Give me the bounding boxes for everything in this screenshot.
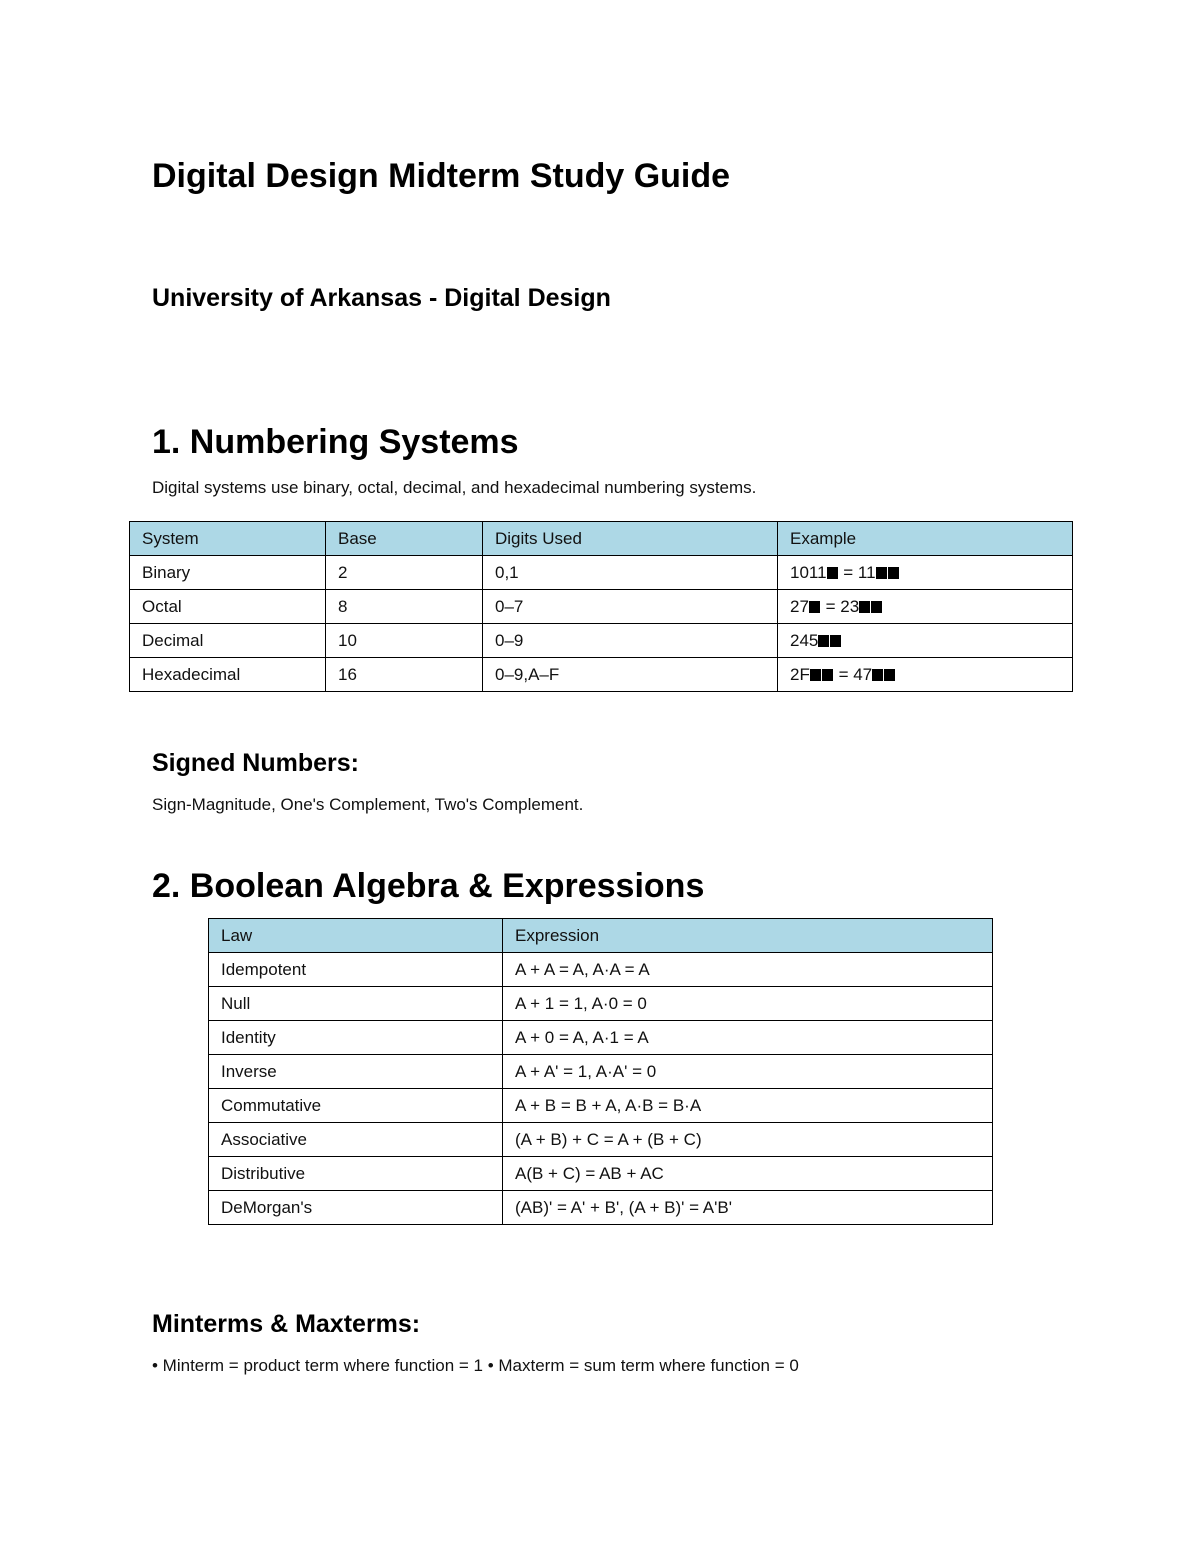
system-cell: Decimal [130,624,326,658]
example-text: 2F [790,664,810,684]
missing-glyph-block [810,669,821,681]
table-row [209,987,993,1021]
base-cell: 2 [326,556,483,590]
table-row [209,1157,993,1191]
table-row [130,590,1073,624]
table-row [209,953,993,987]
table-header-row [209,919,993,953]
page-subtitle: University of Arkansas - Digital Design [152,284,611,312]
table-row [209,1055,993,1089]
expression-cell: (AB)' = A' + B', (A + B)' = A'B' [503,1191,993,1225]
digits-cell: 0–7 [483,590,778,624]
law-cell: Commutative [209,1089,503,1123]
table-row [209,1021,993,1055]
law-cell: Null [209,987,503,1021]
law-cell: Inverse [209,1055,503,1089]
digits-cell: 0–9 [483,624,778,658]
section-heading-boolean-algebra: 2. Boolean Algebra & Expressions [152,867,705,905]
table-header-row [130,522,1073,556]
law-cell: Distributive [209,1157,503,1191]
minterms-maxterms-text: • Minterm = product term where function = 1 • Maxterm = sum term where function = 0 [152,1356,799,1375]
section-heading-numbering-systems: 1. Numbering Systems [152,423,519,461]
table-row [130,658,1073,692]
signed-numbers-heading: Signed Numbers: [152,749,359,777]
boolean-laws-table [208,918,993,1225]
page-title: Digital Design Midterm Study Guide [152,157,731,195]
table-row [209,1089,993,1123]
law-cell: Idempotent [209,953,503,987]
expression-cell: A + A' = 1, A·A' = 0 [503,1055,993,1089]
expression-cell: A + 1 = 1, A·0 = 0 [503,987,993,1021]
system-cell: Octal [130,590,326,624]
example-cell [778,658,1073,692]
missing-glyph-block [822,669,833,681]
example-text: 1011 [790,562,827,582]
table-row [209,1123,993,1157]
missing-glyph-block [872,669,883,681]
example-text: = 11 [838,562,876,582]
table-row [130,556,1073,590]
example-cell [778,590,1073,624]
missing-glyph-block [830,635,841,647]
base-cell: 16 [326,658,483,692]
numbering-systems-table [129,521,1073,692]
missing-glyph-block [871,601,882,613]
table-row [130,624,1073,658]
example-text: 245 [790,630,819,650]
example-text: 27 [790,596,809,616]
column-header: Digits Used [483,522,778,556]
missing-glyph-block [876,567,887,579]
digits-cell: 0–9,A–F [483,658,778,692]
expression-cell: A + B = B + A, A·B = B·A [503,1089,993,1123]
missing-glyph-block [888,567,899,579]
column-header: Base [326,522,483,556]
law-cell: Associative [209,1123,503,1157]
system-cell: Binary [130,556,326,590]
example-cell [778,556,1073,590]
system-cell: Hexadecimal [130,658,326,692]
column-header: Law [209,919,503,953]
expression-cell: (A + B) + C = A + (B + C) [503,1123,993,1157]
law-cell: DeMorgan's [209,1191,503,1225]
column-header: System [130,522,326,556]
example-text: = 23 [820,596,860,616]
signed-numbers-text: Sign-Magnitude, One's Complement, Two's Complement. [152,795,584,814]
law-cell: Identity [209,1021,503,1055]
expression-cell: A + A = A, A·A = A [503,953,993,987]
column-header: Example [778,522,1073,556]
expression-cell: A(B + C) = AB + AC [503,1157,993,1191]
missing-glyph-block [884,669,895,681]
missing-glyph-block [859,601,870,613]
missing-glyph-block [809,601,820,613]
base-cell: 10 [326,624,483,658]
missing-glyph-block [818,635,829,647]
table-row [209,1191,993,1225]
numbering-systems-intro: Digital systems use binary, octal, decimal, and hexadecimal numbering systems. [152,478,757,497]
expression-cell: A + 0 = A, A·1 = A [503,1021,993,1055]
minterms-maxterms-heading: Minterms & Maxterms: [152,1310,421,1338]
digits-cell: 0,1 [483,556,778,590]
column-header: Expression [503,919,993,953]
missing-glyph-block [827,567,838,579]
example-text: = 47 [833,664,873,684]
example-cell [778,624,1073,658]
base-cell: 8 [326,590,483,624]
